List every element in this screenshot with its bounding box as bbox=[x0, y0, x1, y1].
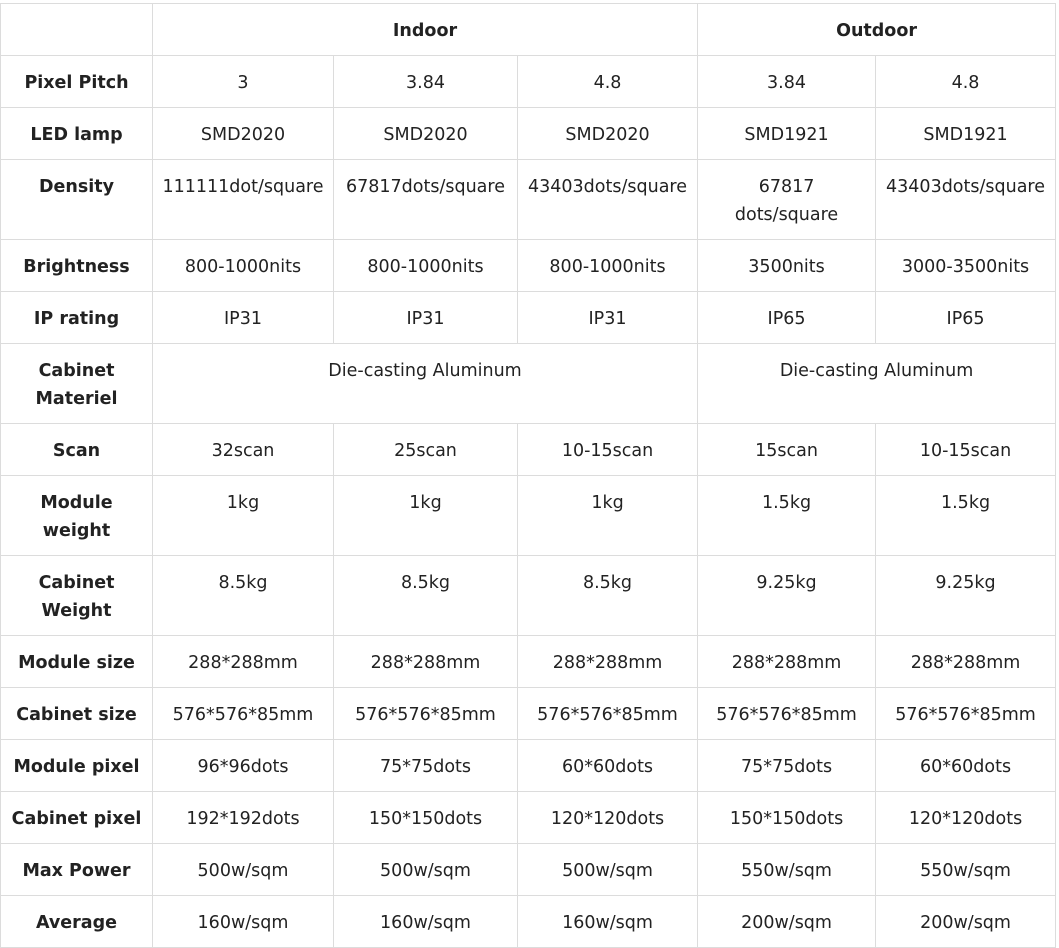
table-cell: 120*120dots bbox=[876, 792, 1056, 844]
table-cell: 60*60dots bbox=[518, 740, 698, 792]
table-cell: 9.25kg bbox=[876, 556, 1056, 636]
table-cell: 10-15scan bbox=[518, 424, 698, 476]
row-label: Cabinet Weight bbox=[1, 556, 153, 636]
table-row bbox=[1, 476, 1056, 556]
table-row bbox=[1, 240, 1056, 292]
table-cell: 576*576*85mm bbox=[876, 688, 1056, 740]
table-cell: 150*150dots bbox=[334, 792, 518, 844]
row-label: Cabinet Materiel bbox=[1, 344, 153, 424]
table-cell: 1kg bbox=[153, 476, 334, 556]
table-cell: 32scan bbox=[153, 424, 334, 476]
table-row bbox=[1, 688, 1056, 740]
row-label: Density bbox=[1, 160, 153, 240]
table-cell: 288*288mm bbox=[334, 636, 518, 688]
table-cell: 8.5kg bbox=[334, 556, 518, 636]
table-cell: 9.25kg bbox=[698, 556, 876, 636]
table-row bbox=[1, 160, 1056, 240]
table-cell: 150*150dots bbox=[698, 792, 876, 844]
row-label: Brightness bbox=[1, 240, 153, 292]
table-row bbox=[1, 896, 1056, 948]
row-label: Scan bbox=[1, 424, 153, 476]
table-cell: 288*288mm bbox=[698, 636, 876, 688]
table-cell: SMD2020 bbox=[153, 108, 334, 160]
table-cell: 111111dot/square bbox=[153, 160, 334, 240]
table-cell: 67817 dots/square bbox=[698, 160, 876, 240]
table-cell: 60*60dots bbox=[876, 740, 1056, 792]
row-label: Average bbox=[1, 896, 153, 948]
table-cell: 3.84 bbox=[334, 56, 518, 108]
table-cell: 25scan bbox=[334, 424, 518, 476]
table-cell: IP65 bbox=[698, 292, 876, 344]
row-label: Pixel Pitch bbox=[1, 56, 153, 108]
spec-table bbox=[0, 3, 1056, 948]
table-cell: 576*576*85mm bbox=[518, 688, 698, 740]
table-cell: 800-1000nits bbox=[334, 240, 518, 292]
table-cell: SMD2020 bbox=[334, 108, 518, 160]
table-cell: 96*96dots bbox=[153, 740, 334, 792]
table-cell: 43403dots/square bbox=[876, 160, 1056, 240]
table-cell: 200w/sqm bbox=[876, 896, 1056, 948]
table-cell: SMD1921 bbox=[876, 108, 1056, 160]
table-cell: 75*75dots bbox=[334, 740, 518, 792]
table-cell: IP31 bbox=[153, 292, 334, 344]
table-cell: IP65 bbox=[876, 292, 1056, 344]
table-row bbox=[1, 792, 1056, 844]
header-row bbox=[1, 4, 1056, 56]
table-cell: 8.5kg bbox=[153, 556, 334, 636]
table-cell: 1.5kg bbox=[698, 476, 876, 556]
table-cell: 67817dots/square bbox=[334, 160, 518, 240]
table-cell: 288*288mm bbox=[153, 636, 334, 688]
table-cell: 500w/sqm bbox=[518, 844, 698, 896]
table-cell: 160w/sqm bbox=[153, 896, 334, 948]
table-cell: 10-15scan bbox=[876, 424, 1056, 476]
table-row bbox=[1, 344, 1056, 424]
table-cell: 4.8 bbox=[876, 56, 1056, 108]
table-cell: IP31 bbox=[518, 292, 698, 344]
table-row bbox=[1, 636, 1056, 688]
group-header-outdoor: Outdoor bbox=[698, 4, 1056, 56]
table-cell: SMD1921 bbox=[698, 108, 876, 160]
table-cell: IP31 bbox=[334, 292, 518, 344]
table-row bbox=[1, 740, 1056, 792]
table-cell: 43403dots/square bbox=[518, 160, 698, 240]
row-label: Module pixel bbox=[1, 740, 153, 792]
table-cell: 120*120dots bbox=[518, 792, 698, 844]
table-cell: 800-1000nits bbox=[518, 240, 698, 292]
row-label: Max Power bbox=[1, 844, 153, 896]
table-cell: 576*576*85mm bbox=[334, 688, 518, 740]
table-cell: 288*288mm bbox=[876, 636, 1056, 688]
table-cell: 576*576*85mm bbox=[698, 688, 876, 740]
table-cell: 500w/sqm bbox=[153, 844, 334, 896]
table-cell: 192*192dots bbox=[153, 792, 334, 844]
table-cell: SMD2020 bbox=[518, 108, 698, 160]
row-label: LED lamp bbox=[1, 108, 153, 160]
table-cell: 576*576*85mm bbox=[153, 688, 334, 740]
table-cell: 160w/sqm bbox=[334, 896, 518, 948]
table-row bbox=[1, 844, 1056, 896]
table-cell-merged-indoor: Die-casting Aluminum bbox=[153, 344, 698, 424]
table-cell: 8.5kg bbox=[518, 556, 698, 636]
corner-cell bbox=[1, 4, 153, 56]
table-cell: 200w/sqm bbox=[698, 896, 876, 948]
table-cell: 288*288mm bbox=[518, 636, 698, 688]
row-label: Module weight bbox=[1, 476, 153, 556]
table-cell: 4.8 bbox=[518, 56, 698, 108]
table-cell: 75*75dots bbox=[698, 740, 876, 792]
table-cell: 1kg bbox=[518, 476, 698, 556]
table-row bbox=[1, 108, 1056, 160]
table-row bbox=[1, 424, 1056, 476]
table-cell: 800-1000nits bbox=[153, 240, 334, 292]
row-label: Cabinet size bbox=[1, 688, 153, 740]
row-label: Module size bbox=[1, 636, 153, 688]
table-cell: 1kg bbox=[334, 476, 518, 556]
group-header-indoor: Indoor bbox=[153, 4, 698, 56]
table-cell: 3.84 bbox=[698, 56, 876, 108]
table-cell-merged-outdoor: Die-casting Aluminum bbox=[698, 344, 1056, 424]
table-cell: 3000-3500nits bbox=[876, 240, 1056, 292]
table-cell: 160w/sqm bbox=[518, 896, 698, 948]
table-cell: 500w/sqm bbox=[334, 844, 518, 896]
table-cell: 550w/sqm bbox=[876, 844, 1056, 896]
row-label: IP rating bbox=[1, 292, 153, 344]
table-cell: 15scan bbox=[698, 424, 876, 476]
table-cell: 3 bbox=[153, 56, 334, 108]
row-label: Cabinet pixel bbox=[1, 792, 153, 844]
table-row bbox=[1, 56, 1056, 108]
table-cell: 3500nits bbox=[698, 240, 876, 292]
table-row bbox=[1, 292, 1056, 344]
table-cell: 1.5kg bbox=[876, 476, 1056, 556]
table-cell: 550w/sqm bbox=[698, 844, 876, 896]
table-row bbox=[1, 556, 1056, 636]
